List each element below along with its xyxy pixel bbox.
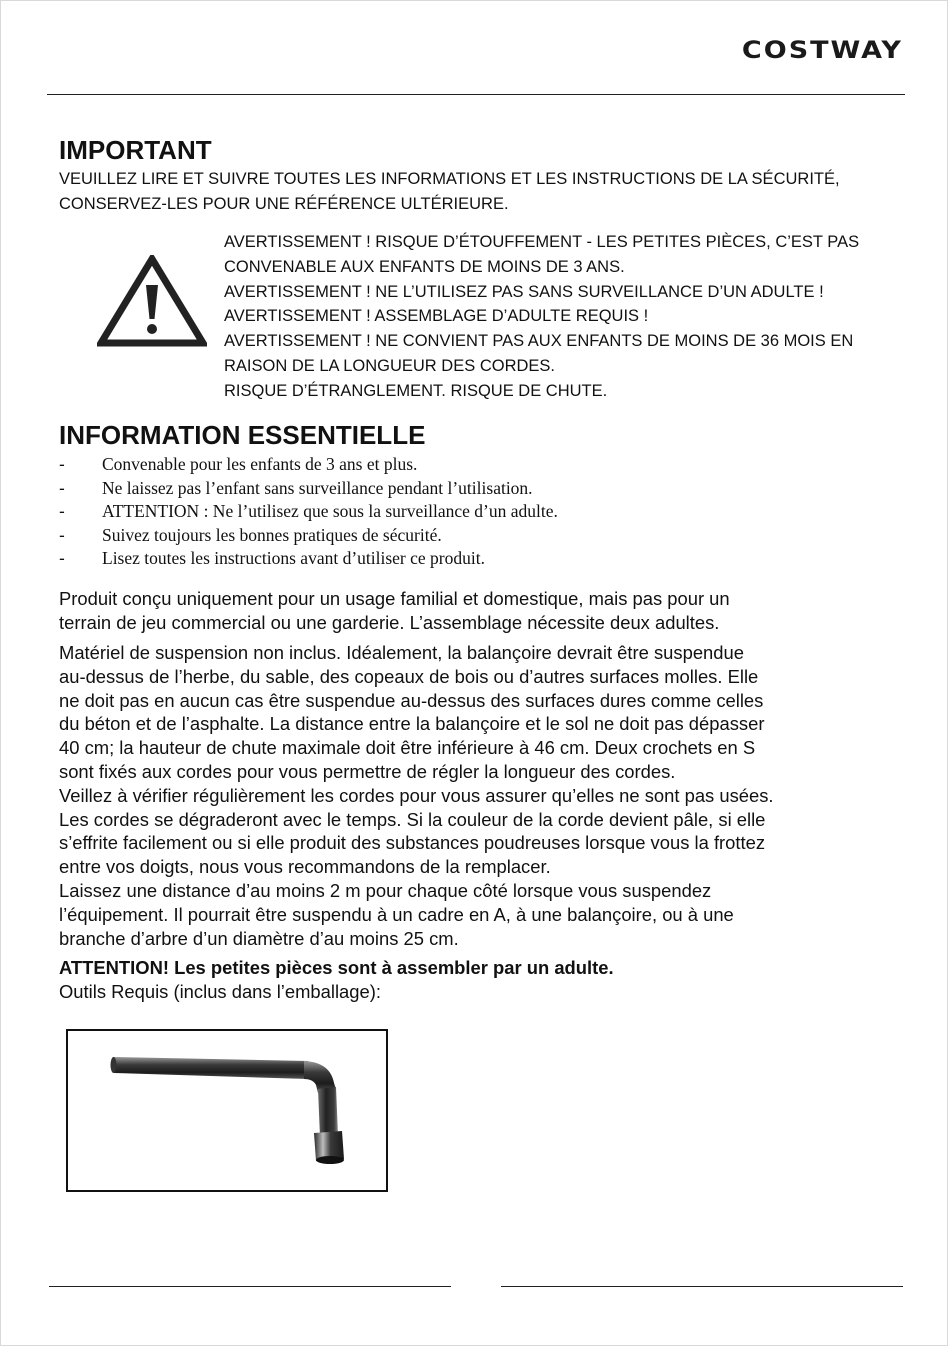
list-item <box>59 500 558 524</box>
paragraph-line: 40 cm; la hauteur de chute maximale doit être inférieure à 46 cm. Deux crochets en S <box>59 737 756 759</box>
paragraph-line: Matériel de suspension non inclus. Idéalement, la balançoire devrait être suspendue <box>59 642 744 663</box>
usage-paragraph <box>59 587 730 635</box>
paragraph-line: Laissez une distance d’au moins 2 m pour chaque côté lorsque vous suspendez <box>59 879 712 901</box>
warning-line: RAISON DE LA LONGUEUR DES CORDES. <box>224 356 555 375</box>
allen-wrench-icon <box>68 1031 386 1190</box>
paragraph-line: au-dessus de l’herbe, du sable, des copeaux de bois ou d’autres surfaces molles. Elle <box>59 665 759 687</box>
costway-logo: COSTWAY <box>741 36 903 65</box>
warning-line: AVERTISSEMENT ! NE L’UTILISEZ PAS SANS SURVEILLANCE D’UN ADULTE ! <box>224 282 824 301</box>
warning-list <box>224 230 859 404</box>
paragraph-line: du béton et de l’asphalte. La distance entre la balançoire et le sol ne doit pas dépasser <box>59 713 765 735</box>
warning-line: AVERTISSEMENT ! NE CONVIENT PAS AUX ENFANTS DE MOINS DE 36 MOIS EN <box>224 332 854 351</box>
bullet-dash: - <box>59 477 65 498</box>
list-item <box>59 547 558 571</box>
important-line: CONSERVEZ-LES POUR UNE RÉFÉRENCE ULTÉRIEURE. <box>59 195 509 213</box>
bullet-text: Suivez toujours les bonnes pratiques de sécurité. <box>102 524 442 545</box>
important-line: VEUILLEZ LIRE ET SUIVRE TOUTES LES INFORMATIONS ET LES INSTRUCTIONS DE LA SÉCURITÉ, <box>59 170 840 188</box>
paragraph-line: terrain de jeu commercial ou une garderie. L’assemblage nécessite deux adultes. <box>59 611 720 633</box>
installation-paragraph <box>59 641 774 950</box>
assembly-attention: ATTENTION! Les petites pièces sont à assembler par un adulte. <box>59 957 614 978</box>
list-item <box>59 477 558 501</box>
assembly-section <box>59 956 614 1004</box>
bullet-dash: - <box>59 548 65 568</box>
tools-required-label: Outils Requis (inclus dans l’emballage): <box>59 980 381 1002</box>
warning-triangle-icon <box>97 255 207 347</box>
bullet-text: Convenable pour les enfants de 3 ans et plus. <box>102 454 418 474</box>
warning-line: AVERTISSEMENT ! RISQUE D’ÉTOUFFEMENT - LES PETITES PIÈCES, C’EST PAS <box>224 233 860 251</box>
warning-line: AVERTISSEMENT ! ASSEMBLAGE D’ADULTE REQUIS ! <box>224 307 649 326</box>
information-bullet-list <box>59 453 558 571</box>
bullet-text: Ne laissez pas l’enfant sans surveillance pendant l’utilisation. <box>102 477 533 498</box>
bullet-dash: - <box>59 501 65 521</box>
paragraph-line: Produit conçu uniquement pour un usage familial et domestique, mais pas pour un <box>59 588 730 609</box>
important-heading: IMPORTANT <box>59 135 212 165</box>
bullet-text: Lisez toutes les instructions avant d’utiliser ce produit. <box>102 548 485 568</box>
footer-divider-right <box>501 1286 903 1287</box>
bullet-dash: - <box>59 524 65 545</box>
bullet-text: ATTENTION : Ne l’utilisez que sous la surveillance d’un adulte. <box>102 501 558 521</box>
bullet-dash: - <box>59 454 65 474</box>
warning-line: RISQUE D’ÉTRANGLEMENT. RISQUE DE CHUTE. <box>224 381 608 400</box>
paragraph-line: s’effrite facilement ou si elle produit des substances poudreuses lorsque vous la frottez <box>59 832 766 854</box>
paragraph-line: sont fixés aux cordes pour vous permettre de régler la longueur des cordes. <box>59 760 676 782</box>
list-item <box>59 524 558 548</box>
paragraph-line: Les cordes se dégraderont avec le temps. Si la couleur de la corde devient pâle, si elle <box>59 808 766 830</box>
important-intro <box>59 167 840 217</box>
paragraph-line: entre vos doigts, nous vous recommandons de la remplacer. <box>59 856 551 878</box>
warning-line: CONVENABLE AUX ENFANTS DE MOINS DE 3 ANS. <box>224 257 625 276</box>
paragraph-line: Veillez à vérifier régulièrement les cordes pour vous assurer qu’elles ne sont pas usées. <box>59 784 774 806</box>
header-divider <box>47 94 905 95</box>
footer-divider-left <box>49 1286 451 1287</box>
list-item <box>59 453 558 477</box>
paragraph-line: l’équipement. Il pourrait être suspendu à un cadre en A, à une balançoire, ou à une <box>59 903 734 925</box>
paragraph-line: branche d’arbre d’un diamètre d’au moins 25 cm. <box>59 927 459 949</box>
paragraph-line: ne doit pas en aucun cas être suspendue au-dessus des surfaces dures comme celles <box>59 689 764 711</box>
information-heading: INFORMATION ESSENTIELLE <box>59 420 426 450</box>
tool-image-frame <box>66 1029 388 1192</box>
